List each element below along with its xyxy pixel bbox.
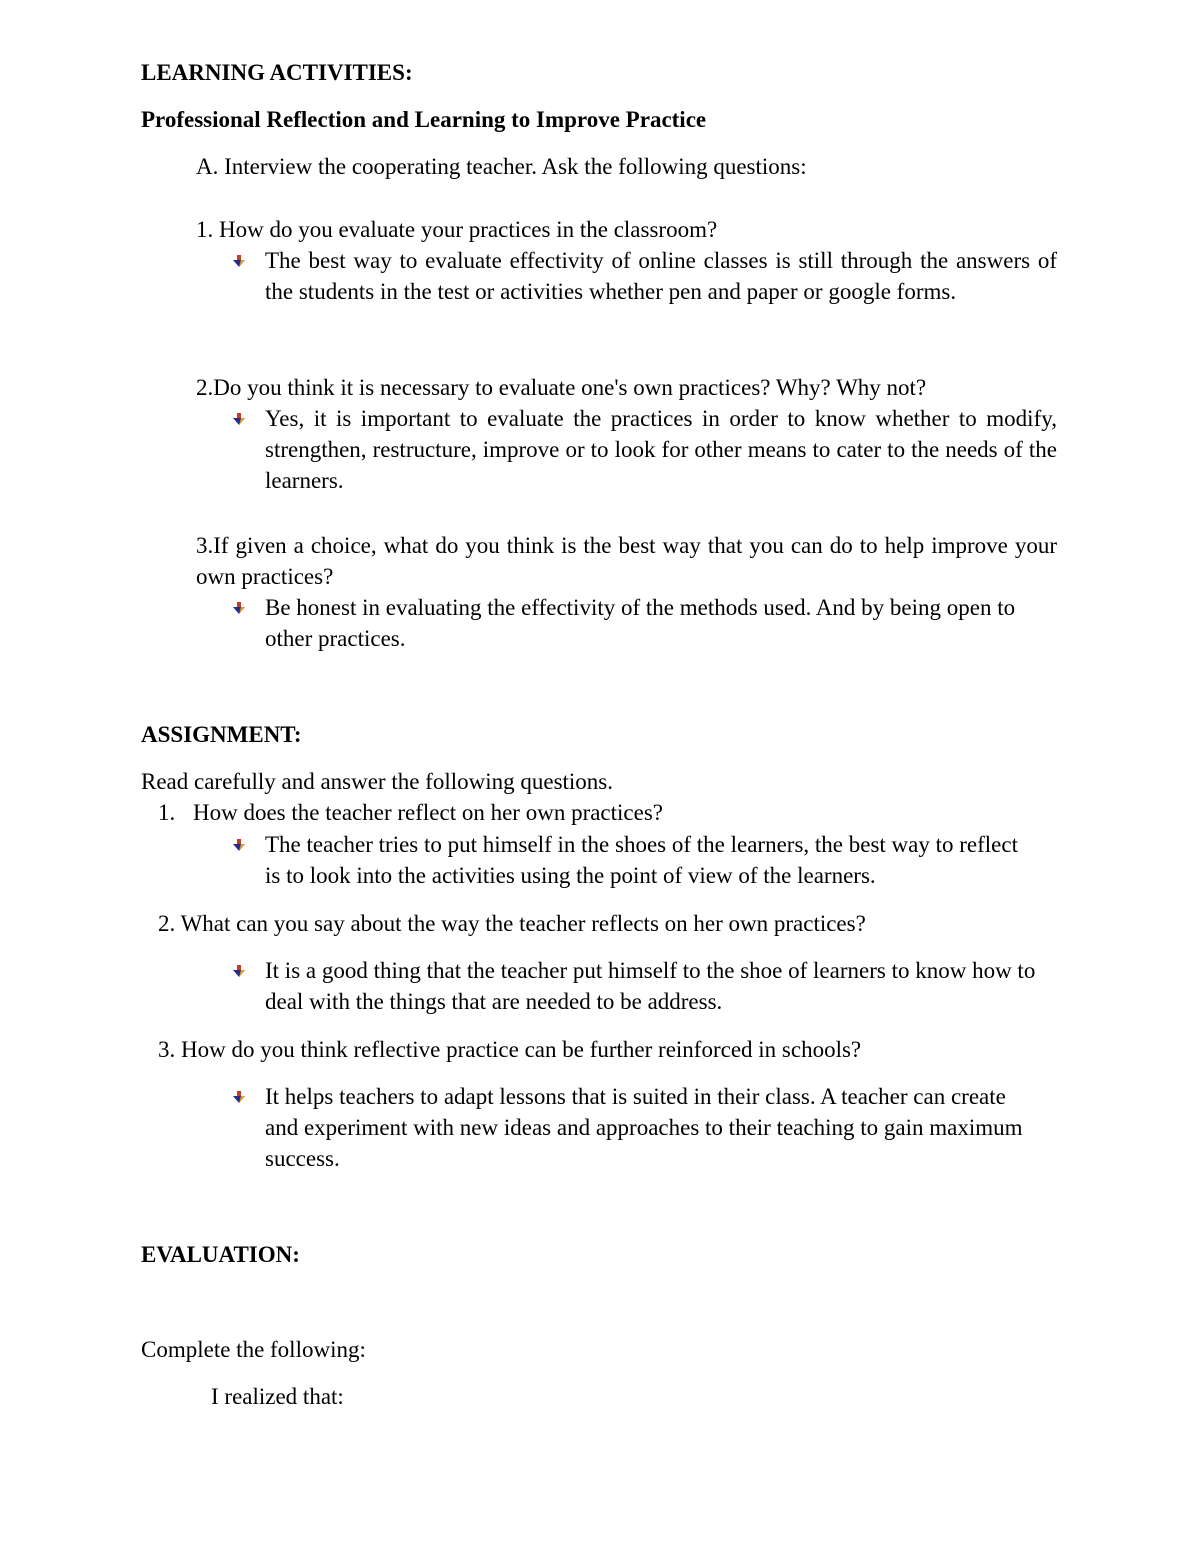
- section-heading-evaluation: EVALUATION:: [141, 1242, 300, 1267]
- interview-instruction: A. Interview the cooperating teacher. Ask the following questions:: [196, 154, 807, 179]
- assignment-answer-3: It helps teachers to adapt lessons that is suited in their class. A teacher can create and experiment with new ideas and approaches to their teaching to gain maximum success.: [265, 1084, 1023, 1171]
- evaluation-instruction: Complete the following:: [141, 1337, 366, 1362]
- assignment-question-2: 2. What can you say about the way the teacher reflects on her own practices?: [158, 911, 866, 936]
- arrow-bullet-icon: [232, 1090, 246, 1104]
- arrow-bullet-icon: [232, 601, 246, 615]
- assignment-answer-1: The teacher tries to put himself in the shoes of the learners, the best way to reflect is to look into the activities using the point of view of the learners.: [265, 832, 1018, 888]
- arrow-bullet-icon: [232, 964, 246, 978]
- arrow-bullet-icon: [232, 412, 246, 426]
- learning-question-1: 1. How do you evaluate your practices in the classroom?: [196, 217, 718, 242]
- assignment-instruction: Read carefully and answer the following questions.: [141, 769, 614, 794]
- assignment-question-1: How does the teacher reflect on her own practices?: [193, 800, 663, 825]
- assignment-answer-2: It is a good thing that the teacher put himself to the shoe of learners to know how to deal with the things that are needed to be address.: [265, 958, 1036, 1014]
- learning-answer-1: The best way to evaluate effectivity of online classes is still through the answers of the students in the test or activities whether pen and paper or google forms.: [265, 248, 1057, 304]
- learning-question-3: 3.If given a choice, what do you think is the best way that you can do to help improve your own practices?: [196, 533, 1057, 589]
- arrow-bullet-icon: [232, 838, 246, 852]
- section-heading-learning-activities: LEARNING ACTIVITIES:: [141, 60, 413, 85]
- assignment-question-3: 3. How do you think reflective practice can be further reinforced in schools?: [158, 1037, 862, 1062]
- learning-answer-2: Yes, it is important to evaluate the practices in order to know whether to modify, strengthen, restructure, improve or to look for other means to cater to the needs of the learners.: [265, 406, 1057, 493]
- section-heading-assignment: ASSIGNMENT:: [141, 722, 302, 747]
- section-subheading: Professional Reflection and Learning to Improve Practice: [141, 107, 707, 132]
- learning-answer-3: Be honest in evaluating the effectivity of the methods used. And by being open to other practices.: [265, 595, 1016, 651]
- arrow-bullet-icon: [232, 254, 246, 268]
- assignment-question-1-number: 1.: [158, 800, 176, 825]
- evaluation-prompt: I realized that:: [211, 1384, 344, 1409]
- learning-question-2: 2.Do you think it is necessary to evaluate one's own practices? Why? Why not?: [196, 375, 927, 400]
